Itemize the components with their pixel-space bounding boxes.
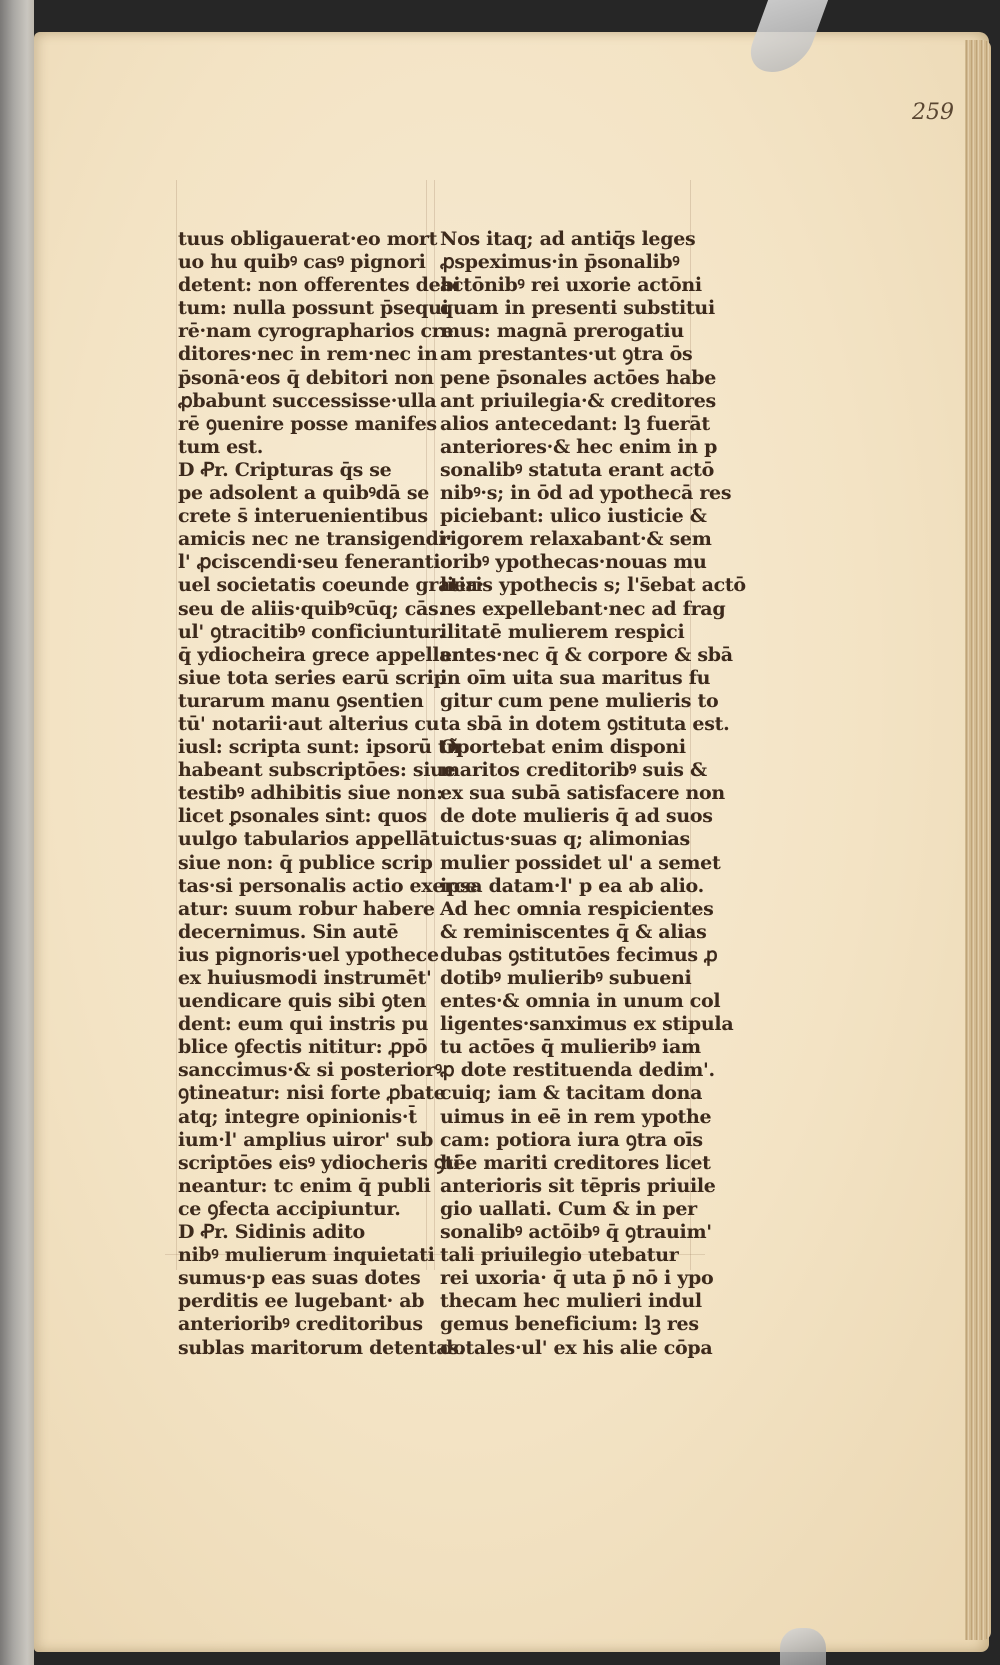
text-line: rē ꝯuenire posse manifes (178, 412, 437, 435)
text-line: neantur: tc enim q̄ publi (178, 1174, 431, 1197)
text-line: uo hu quibꝰ casꝰ pignori (178, 251, 426, 274)
text-line: ex sua subā satisfacere non (440, 782, 725, 805)
text-line: dotibꝰ mulieribꝰ subueni (440, 967, 692, 989)
text-line: siue non: q̄ publice scrip (178, 851, 433, 874)
text-line: entes·& omnia in unum col (440, 990, 721, 1013)
text-line: atur: suum robur habere (178, 897, 435, 920)
folio-number: 259 (912, 100, 954, 125)
text-line: uimus in eē in rem ypothe (440, 1105, 712, 1128)
text-line: in oīm uita sua maritus fu (440, 666, 711, 689)
text-line: licet ꝑsonales sint: quos (178, 805, 427, 828)
text-line: turarum manu ꝯsentien (178, 689, 424, 712)
text-line: actōnibꝰ rei uxorie actōni (440, 274, 702, 297)
text-line: decernimus. Sin autē (178, 920, 399, 943)
text-line: ꝓspeximus·in p̄sonalibꝰ (440, 251, 680, 274)
text-line: p̄sonā·eos q̄ debitori non (178, 366, 434, 389)
text-line: nibꝰ·s; in ōd ad ypothecā res (440, 482, 732, 505)
text-line: atq; integre opinionis·t̄ (178, 1105, 417, 1128)
text-line: gemus beneficium: lꝫ res (440, 1313, 699, 1336)
text-line: l' ꝓciscendi·seu feneranti· (178, 551, 447, 574)
text-line: sumus·p eas suas dotes (178, 1267, 421, 1290)
page-stack-edge (965, 40, 991, 1640)
text-line: sonalibꝰ statuta erant actō (440, 458, 715, 481)
text-line: iusl: scripta sunt: ipsorū tñ (178, 736, 460, 759)
text-line: D Ꝓr. Cripturas q̄s se (178, 458, 392, 481)
text-line: entes·nec q̄ & corpore & sbā (440, 643, 733, 666)
text-line: & reminiscentes q̄ & alias (440, 920, 707, 943)
text-line: ꝓbabunt successisse·ulla (178, 389, 437, 412)
text-line: blice ꝯfectis nititur: ꝓpō (178, 1036, 428, 1059)
text-line: dotales·ul' ex his alie cōpa (440, 1336, 713, 1359)
text-line: anteriores·& hec enim in p (440, 435, 718, 458)
text-line: oribꝰ ypothecas·nouas mu (440, 551, 707, 574)
text-line: q̄ ydiocheira grece appellant (178, 643, 474, 666)
text-line: ilitatē mulierem respici (440, 620, 685, 643)
text-line: amicis nec ne transigendi· (178, 528, 452, 551)
text-line: detent: non offerentes debi (178, 274, 461, 297)
text-line: rei uxoria· q̄ uta p̄ nō i ypo (440, 1267, 714, 1290)
text-line: sublas maritorum detentas. (178, 1336, 465, 1359)
text-line: piciebant: ulico iusticie & (440, 505, 707, 528)
facing-page-edge (0, 0, 34, 1665)
ruling-line (176, 180, 177, 1270)
text-line: ce ꝯfecta accipiuntur. (178, 1197, 401, 1220)
text-line: pene p̄sonales actōes habe (440, 366, 717, 389)
text-line: dent: eum qui instris pu (178, 1013, 429, 1036)
text-line: alios antecedant: lꝫ fuerāt (440, 412, 710, 435)
text-line: uulgo tabularios appellāt (178, 828, 440, 851)
text-line: testibꝰ adhibitis siue non: (178, 782, 443, 805)
text-line: anterioribꝰ creditoribus (178, 1313, 423, 1336)
text-line: ꝓ dote restituenda dedim'. (440, 1059, 715, 1082)
text-line: rē·nam cyrographarios cre (178, 320, 454, 343)
text-line: Nos itaq; ad antiq̄s leges (440, 228, 696, 250)
text-line: gio uallati. Cum & in per (440, 1197, 697, 1220)
text-line: ditores·nec in rem·nec in (178, 343, 438, 366)
text-line: ex huiusmodi instrumēt' (178, 967, 432, 989)
text-line: nibꝰ mulierum inquietati (178, 1244, 435, 1267)
text-column-right (440, 228, 746, 1360)
book-clip-bottom (780, 1628, 826, 1665)
text-line: tū' notarii·aut alterius cu (178, 712, 440, 735)
text-line: Ad hec omnia respicientes (440, 897, 714, 920)
text-line: tum: nulla possunt p̄sequi (178, 297, 449, 320)
text-line: ant priuilegia·& creditores (440, 389, 716, 412)
text-line: uictus·suas q; alimonias (440, 828, 690, 851)
text-line: ꝯtineatur: nisi forte ꝓbate (178, 1082, 446, 1105)
text-line: tuus obligauerat·eo mort (178, 228, 438, 250)
text-line: nes expellebant·nec ad frag (440, 597, 726, 620)
text-line: crete s̄ interuenientibus (178, 505, 428, 528)
text-line: ius pignoris·uel ypothece (178, 943, 439, 966)
text-column-left (178, 228, 484, 1360)
text-line: am prestantes·ut ꝯtra ōs (440, 343, 693, 366)
text-line: gitur cum pene mulieris to (440, 689, 719, 712)
text-line: tas·si personalis actio exerce (178, 874, 477, 897)
text-line: cuiq; iam & tacitam dona (440, 1082, 703, 1105)
text-line: mus: magnā prerogatiu (440, 320, 684, 343)
text-line: pe adsolent a quibꝰdā se (178, 482, 430, 505)
text-line: ipsa datam·l' p ea ab alio. (440, 874, 704, 897)
text-line: tali priuilegio utebatur (440, 1244, 679, 1267)
text-line: habeant subscriptōes: siue (178, 759, 456, 782)
text-line: ligentes·sanximus ex stipula (440, 1013, 734, 1036)
text-line: tu actōes q̄ mulieribꝰ iam (440, 1036, 701, 1059)
text-line: anterioris sit tēpris priuile (440, 1174, 716, 1197)
text-line: hēe mariti creditores licet (440, 1151, 711, 1174)
text-line: ium·l' amplius uiror' sub (178, 1128, 434, 1151)
text-line: Oportebat enim disponi (440, 736, 686, 759)
text-line: uel societatis coeunde gratia· (178, 574, 484, 597)
text-line: ta sbā in dotem ꝯstituta est. (440, 712, 730, 735)
text-line: scriptōes eisꝰ ydiocheris ꝯti (178, 1151, 461, 1174)
text-line: mulier possidet ul' a semet (440, 851, 721, 874)
text-line: D Ꝓr. Sidinis adito (178, 1221, 365, 1244)
text-line: sonalibꝰ actōibꝰ q̄ ꝯtrauim' (440, 1221, 712, 1244)
text-line: sanccimus·& si posteriorꝰ (178, 1059, 442, 1082)
text-line: de dote mulieris q̄ ad suos (440, 805, 713, 828)
text-line: cam: potiora iura ꝯtra oīs (440, 1128, 703, 1151)
text-line: uendicare quis sibi ꝯten (178, 990, 427, 1013)
text-line: thecam hec mulieri indul (440, 1290, 702, 1313)
text-line: ul' ꝯtracitibꝰ conficiuntur. (178, 620, 445, 643)
text-line: maritos creditoribꝰ suis & (440, 759, 707, 782)
text-line: quam in presenti substitui (440, 297, 715, 320)
text-line: lieris ypothecis s; l's̄ebat actō (440, 574, 746, 597)
text-line: dubas ꝯstitutōes fecimus ꝓ (440, 943, 718, 966)
text-line: tum est. (178, 435, 264, 458)
text-line: perditis ee lugebant· ab (178, 1290, 425, 1313)
text-line: siue tota series earū scrip (178, 666, 447, 689)
text-line: seu de aliis·quibꝰcūq; cās. (178, 597, 445, 620)
text-line: rigorem relaxabant·& sem (440, 528, 712, 551)
